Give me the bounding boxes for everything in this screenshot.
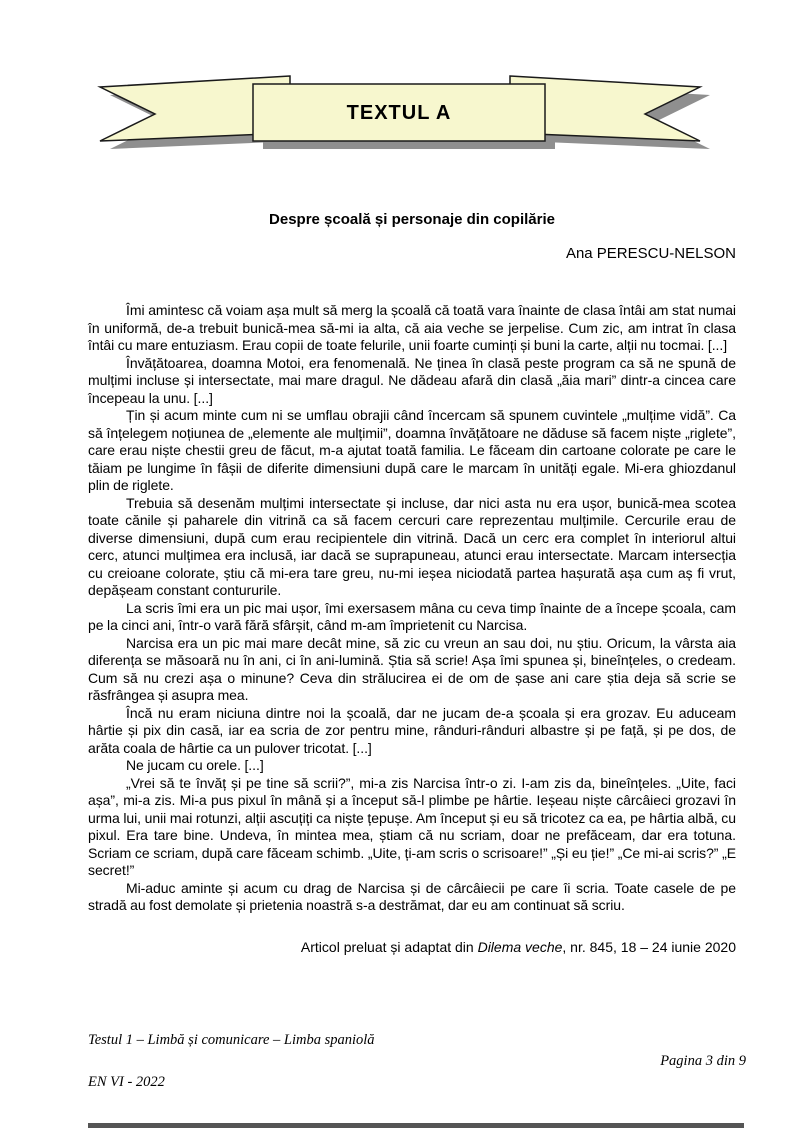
paragraph: Narcisa era un pic mai mare decât mine, să zic cu vreun an sau doi, nu știu. Oricum, la vârsta aia diferența se măsoară nu în ani, ci în ani-lumină. Știa să scrie! Așa îmi spunea și, bineînțeles, o credeam. Cum să nu crezi așa o minune? Ceva din strălucirea ei de om de șase ani care știa deja să scrie se răsfrângea și asupra mea. [88, 634, 736, 703]
textul-banner [0, 0, 800, 180]
paragraph: Trebuia să desenăm mulțimi intersectate și incluse, dar nici asta nu era ușor, bunică-mea scotea toate cănile și paharele din vitrină ca să facem cercuri care reprezentau mulțimile. Cercurile erau de diverse dimensiuni, după cum erau recipientele din vitrină. Dacă un cerc era complet în interiorul altui cerc, atunci mulțimea era inclusă, iar dacă se suprapuneau, atunci erau intersectate. Marcam intersecția cu creioane colorate, știu că mi-era tare greu, nu-mi ieșea niciodată partea hașurată așa cum aș fi vrut, depășeam constant contururile. [88, 494, 736, 598]
source-prefix: Articol preluat și adaptat din [300, 939, 478, 955]
source-line [88, 939, 736, 955]
source-publication: Dilema veche [477, 939, 563, 955]
footer-page-number: Pagina 3 din 9 [660, 1053, 746, 1069]
document-title: Despre școală și personaje din copilărie [269, 211, 555, 228]
source-suffix: , nr. 845, 18 – 24 iunie 2020 [562, 939, 736, 955]
banner-label: TEXTUL A [346, 102, 452, 124]
page-bottom-edge [88, 1123, 744, 1128]
paragraph: Îmi amintesc că voiam așa mult să merg la școală că toată vara înainte de clasa întâi am stat numai în uniformă, de-a trebuit bunică-mea să-mi ia alta, că aia veche se jerpelise. Cum zic, am intrat în clasa întâi cu mare entuziasm. Erau copii de toate felurile, unii foarte cuminți și buni la carte, alții nu tocmai. [...] [88, 302, 736, 353]
paragraph: La scris îmi era un pic mai ușor, îmi exersasem mâna cu ceva timp înainte de a începe școala, cam pe la cinci ani, într-o vară fără sfârșit, când m-am împrietenit cu Narcisa. [88, 599, 736, 633]
body-text [88, 302, 736, 915]
footer-test-label: Testul 1 – Limbă și comunicare – Limba spaniolă [88, 1032, 375, 1048]
author: Ana PERESCU-NELSON [565, 245, 736, 262]
paragraph: Încă nu eram niciuna dintre noi la școală, dar ne jucam de-a școala și era grozav. Eu aduceam hârtie și pix din casă, iar ea scria de zor pentru mine, rânduri-rânduri albastre și pe față, și pe dos, de arăta coala de hârtie ca un pulover tricotat. [...] [88, 704, 736, 756]
paragraph: „Vrei să te învăț și pe tine să scrii?”, mi-a zis Narcisa într-o zi. I-am zis da, bineînțeles. „Uite, faci așa”, mi-a zis. Mi-a pus pixul în mână și a început să-l plimbe pe hârtie. Ieșeau niște cârcâieci grozavi în urma lui, unii mai rotunzi, alții ascuțiți ca niște țepușe. Am început și eu să tricotez ca ea, pe hârtia albă, cu pixul. Era tare bine. Undeva, în mintea mea, știam că nu scriam, doar ne prefăceam, dar era totuna. Scriam ce scriam, după care făceam schimb. „Uite, ți-am scris o scrisoare!” „Și eu ție!” „Ce mi-ai scris?” „E secret!” [88, 774, 736, 878]
paragraph: Învățătoarea, doamna Motoi, era fenomenală. Ne ținea în clasă peste program ca să ne spună de mulțimi incluse și intersectate, mai mare dragul. Ne dădeau afară din clasă „ăia mari” dintr-a cincea care începeau la unu. [...] [88, 354, 736, 406]
paragraph: Țin și acum minte cum ni se umflau obrajii când încercam să spunem cuvintele „mulțime vidă”. Ca să înțelegem noțiunea de „elemente ale mulțimii”, doamna învățătoare ne dăduse să facem niște „riglete”, care erau niște chestii greu de făcut, m-a ajutat toată familia. Le făceam din cartoane colorate pe care le tăiam pe lungime în fâșii de diferite dimensiuni după care le marcam în unități egale. Mi-era ghiozdanul plin de riglete. [88, 407, 736, 493]
footer-exam-code: EN VI - 2022 [88, 1074, 165, 1090]
paragraph: Mi-aduc aminte și acum cu drag de Narcisa și de cârcâiecii pe care îi scria. Toate casele de pe stradă au fost demolate și prietenia noastră s-a destrămat, dar eu am continuat să scriu. [88, 879, 736, 913]
paragraph: Ne jucam cu orele. [...] [126, 757, 264, 773]
